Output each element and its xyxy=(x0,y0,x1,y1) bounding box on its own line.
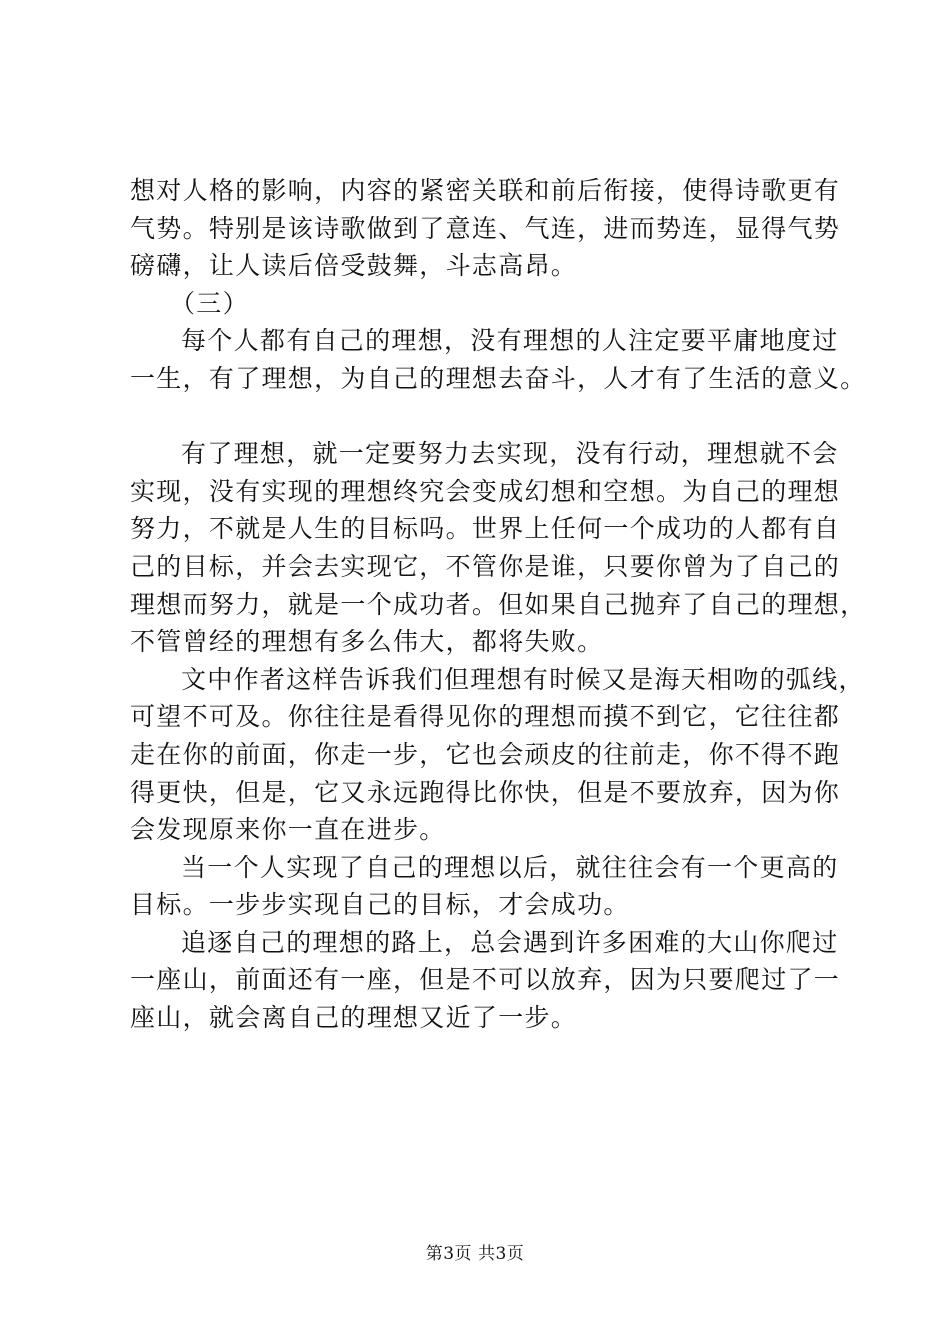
text-line: 一座山，前面还有一座，但是不可以放弃，因为只要爬过了一 xyxy=(130,965,841,995)
paragraph-first-line: 有了理想，就一定要努力去实现，没有行动，理想就不会 xyxy=(181,439,839,469)
text-line: 目标。一步步实现自己的目标，才会成功。 xyxy=(130,890,630,920)
paragraph-first-line: 文中作者这样告诉我们但理想有时候又是海天相吻的弧线， xyxy=(181,664,865,694)
paragraph-first-line: 每个人都有自己的理想，没有理想的人注定要平庸地度过 xyxy=(181,326,839,356)
text-line: 座山，就会离自己的理想又近了一步。 xyxy=(130,1003,578,1033)
document-body xyxy=(130,172,867,1037)
text-line: 会发现原来你一直在进步。 xyxy=(130,815,446,845)
text-line: 走在你的前面，你走一步，它也会顽皮的往前走，你不得不跑 xyxy=(130,739,841,769)
section-heading: （三） xyxy=(170,288,249,318)
text-line: 气势。特别是该诗歌做到了意连、气连，进而势连，显得气势 xyxy=(130,213,841,243)
paragraph-first-line: 当一个人实现了自己的理想以后，就往往会有一个更高的 xyxy=(181,852,839,882)
text-line: 得更快，但是，它又永远跑得比你快，但是不要放弃，因为你 xyxy=(130,777,841,807)
paragraph-first-line: 追逐自己的理想的路上，总会遇到许多困难的大山你爬过 xyxy=(181,927,839,957)
text-line: 想对人格的影响，内容的紧密关联和前后衔接，使得诗歌更有 xyxy=(130,176,841,205)
text-line: 理想而努力，就是一个成功者。但如果自己抛弃了自己的理想， xyxy=(130,589,867,619)
blank-line xyxy=(130,398,842,436)
text-line: 一生，有了理想，为自己的理想去奋斗，人才有了生活的意义。 xyxy=(130,363,867,393)
text-line: 不管曾经的理想有多么伟大，都将失败。 xyxy=(130,627,604,657)
text-line: 努力，不就是人生的目标吗。世界上任何一个成功的人都有自 xyxy=(130,514,841,544)
text-line: 己的目标，并会去实现它，不管你是谁，只要你曾为了自己的 xyxy=(130,551,841,581)
page-footer xyxy=(0,1243,950,1265)
text-line: 实现，没有实现的理想终究会变成幻想和空想。为自己的理想 xyxy=(130,476,841,506)
text-line: 磅礴，让人读后倍受鼓舞，斗志高昂。 xyxy=(130,251,578,281)
text-line: 可望不可及。你往往是看得见你的理想而摸不到它，它往往都 xyxy=(130,702,841,732)
page-number-label: 第3页 共3页 xyxy=(425,1244,525,1264)
